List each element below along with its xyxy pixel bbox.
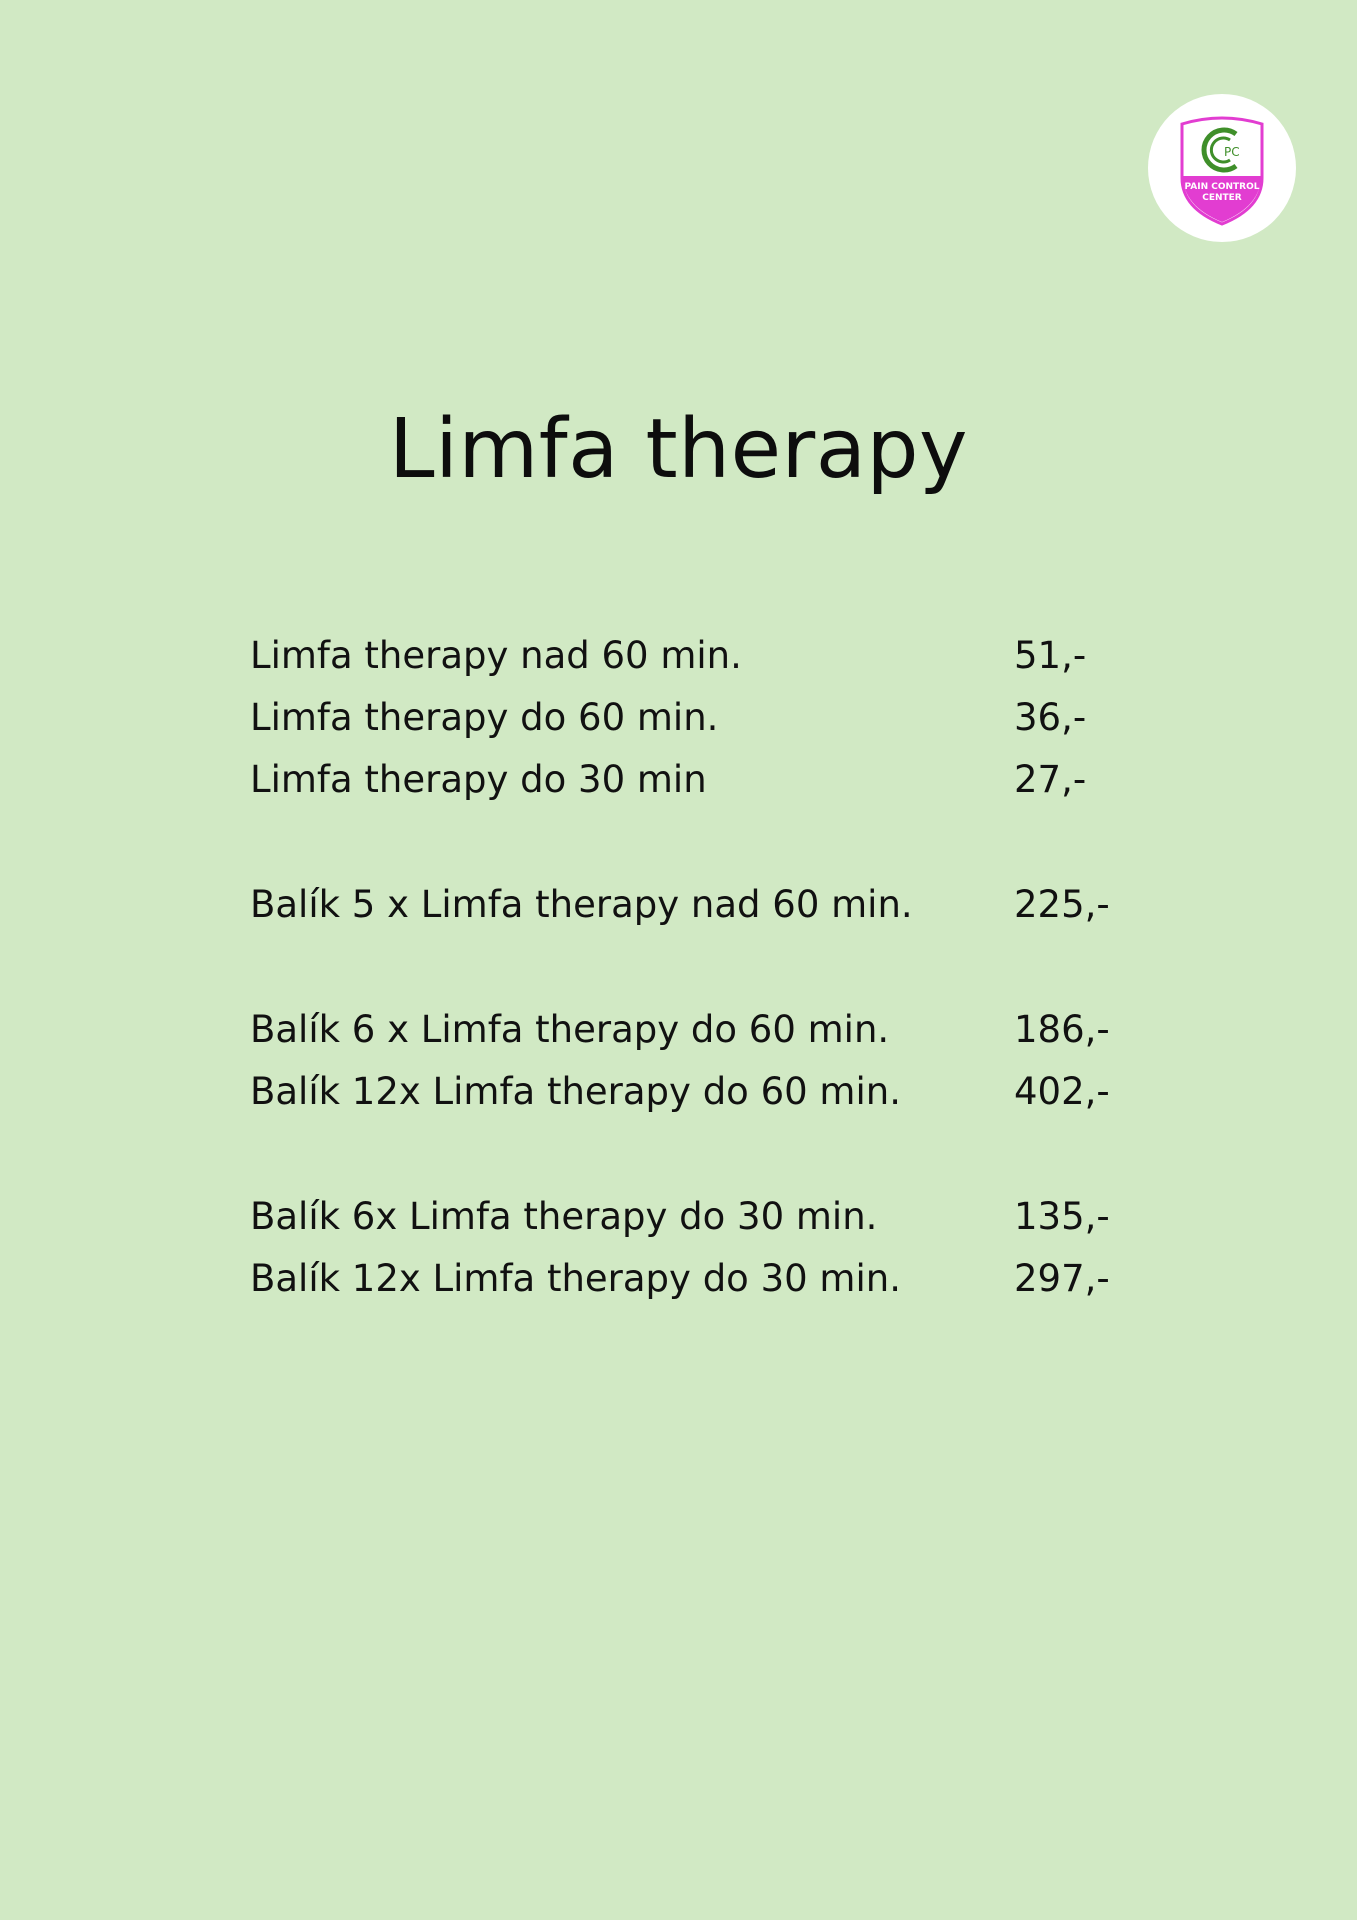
price-row [250, 877, 1150, 933]
page-title: Limfa therapy [388, 402, 969, 497]
service-price: 225,- [1014, 883, 1110, 926]
price-row [250, 690, 1150, 746]
service-name: Limfa therapy nad 60 min. [250, 634, 742, 677]
service-price: 402,- [1014, 1070, 1110, 1113]
price-list [250, 0, 1150, 1920]
service-name: Balík 5 x Limfa therapy nad 60 min. [250, 883, 913, 926]
service-price: 27,- [1014, 758, 1087, 801]
service-price: 51,- [1014, 634, 1087, 677]
price-row [250, 1002, 1150, 1058]
service-name: Balík 12x Limfa therapy do 30 min. [250, 1257, 901, 1300]
service-name: Balík 12x Limfa therapy do 60 min. [250, 1070, 901, 1113]
logo-text-line2: CENTER [1202, 193, 1242, 203]
price-row [250, 1251, 1150, 1307]
service-price: 36,- [1014, 696, 1087, 739]
price-row [250, 1189, 1150, 1245]
service-name: Limfa therapy do 60 min. [250, 696, 719, 739]
price-row [250, 628, 1150, 684]
price-row [250, 1064, 1150, 1120]
price-row [250, 752, 1150, 808]
service-name: Balík 6 x Limfa therapy do 60 min. [250, 1008, 890, 1051]
shield-logo-icon [1148, 94, 1296, 242]
service-price: 186,- [1014, 1008, 1110, 1051]
service-name: Limfa therapy do 30 min [250, 758, 707, 801]
logo-monogram: PC [1224, 145, 1240, 159]
logo-text-line1: PAIN CONTROL [1184, 182, 1260, 192]
pain-control-center-logo [1148, 94, 1296, 242]
service-price: 297,- [1014, 1257, 1110, 1300]
service-price: 135,- [1014, 1195, 1110, 1238]
service-name: Balík 6x Limfa therapy do 30 min. [250, 1195, 878, 1238]
